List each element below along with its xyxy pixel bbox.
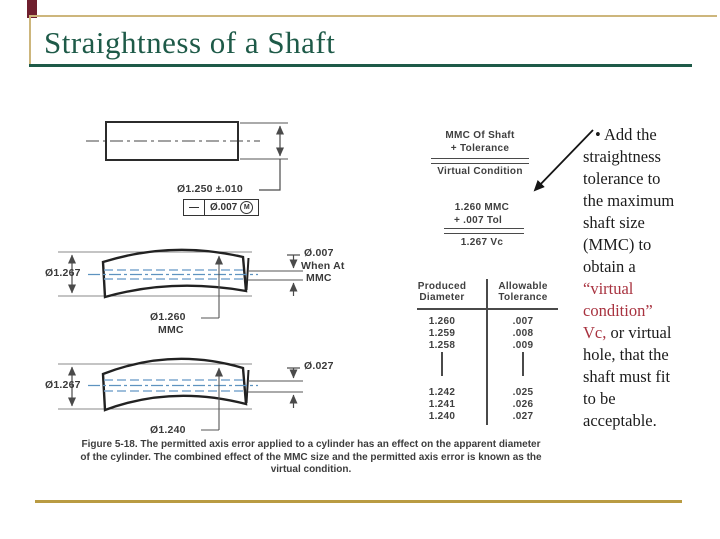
table-continuation-mark xyxy=(441,352,443,376)
bullet-line: acceptable. xyxy=(583,411,657,430)
envelope-dimension-label: Ø1.267 xyxy=(45,267,81,279)
bullet-line-emphasis: condition” xyxy=(583,301,653,320)
table-col1-header: Diameter xyxy=(419,292,465,303)
table-column-divider xyxy=(486,279,488,425)
table-cell: .025 xyxy=(512,387,534,398)
table-col1-header: Produced xyxy=(417,281,467,292)
bullet-line: shaft must fit xyxy=(583,367,671,386)
offset-note-line1: When At xyxy=(301,260,345,272)
bullet-line: straightness xyxy=(583,147,661,166)
formula-numerator-line1: MMC Of Shaft xyxy=(445,130,515,141)
table-col2-header: Allowable xyxy=(498,281,548,292)
mmc-modifier-icon: M xyxy=(240,201,253,214)
bullet-line: • Add the xyxy=(595,125,657,144)
bullet-line: hole, that the xyxy=(583,345,669,364)
caption-line: Figure 5-18. The permitted axis error applied to a cylinder has an effect on the apparent diameter xyxy=(81,439,541,450)
calc-result: 1.267 Vc xyxy=(460,237,504,248)
bullet-line: tolerance to xyxy=(583,169,661,188)
slide-title: Straightness of a Shaft xyxy=(44,25,336,60)
table-col2-header: Tolerance xyxy=(498,292,548,303)
feature-control-frame xyxy=(183,199,259,216)
bullet-line xyxy=(583,322,674,344)
table-cell: 1.260 xyxy=(428,316,456,327)
table-cell: .007 xyxy=(512,316,534,327)
bullet-line: obtain a xyxy=(583,257,636,276)
shaft-diameter-label: Ø1.240 xyxy=(150,424,186,436)
table-cell: 1.259 xyxy=(428,328,456,339)
vc-emphasis: Vc, xyxy=(583,323,607,342)
bullet-line: to be xyxy=(583,389,616,408)
envelope-dimension-label: Ø1.267 xyxy=(45,379,81,391)
formula-numerator-line2: + Tolerance xyxy=(450,143,510,154)
bullet-line: shaft size xyxy=(583,213,645,232)
calc-line2: + .007 Tol xyxy=(453,215,503,226)
formula-sum-rule xyxy=(431,158,529,164)
bullet-line: the maximum xyxy=(583,191,675,210)
straightness-symbol: — xyxy=(189,202,199,213)
table-cell: 1.258 xyxy=(428,340,456,351)
table-cell: 1.240 xyxy=(428,411,456,422)
shaft-diameter-note: MMC xyxy=(158,324,184,336)
table-cell: .027 xyxy=(512,411,534,422)
shaft-size-dimension-label: Ø1.250 ±.010 xyxy=(177,183,243,195)
table-cell: 1.242 xyxy=(428,387,456,398)
bullet-line-part: or virtual xyxy=(606,323,672,342)
bullet-text-block xyxy=(583,124,674,432)
bullet-line: (MMC) to xyxy=(583,235,652,254)
table-continuation-mark xyxy=(522,352,524,376)
figure-caption xyxy=(28,439,594,477)
fcf-tolerance-cell xyxy=(204,200,258,215)
bowed-shaft-mmc-drawing xyxy=(58,250,303,318)
bullet-line-emphasis: “virtual xyxy=(583,279,634,298)
formula-result-label: Virtual Condition xyxy=(437,166,523,177)
offset-dimension-label: Ø.007 xyxy=(304,247,334,259)
table-cell: .026 xyxy=(512,399,534,410)
table-header-rule xyxy=(417,308,558,310)
straight-shaft-drawing xyxy=(86,122,288,190)
table-cell: 1.241 xyxy=(428,399,456,410)
bowed-shaft-lmc-drawing xyxy=(58,359,303,430)
offset-dimension-label: Ø.027 xyxy=(304,360,334,372)
offset-note-line2: MMC xyxy=(306,272,332,284)
table-cell: .008 xyxy=(512,328,534,339)
fcf-tolerance-value: Ø.007 xyxy=(210,202,238,213)
caption-line: of the cylinder. The combined effect of the MMC size and the permitted axis error is known as the xyxy=(80,451,542,463)
calc-line1: 1.260 MMC xyxy=(454,202,510,213)
table-cell: .009 xyxy=(512,340,534,351)
calc-sum-rule xyxy=(444,228,524,234)
caption-line: virtual condition. xyxy=(270,464,352,475)
shaft-diameter-label: Ø1.260 xyxy=(150,311,186,323)
